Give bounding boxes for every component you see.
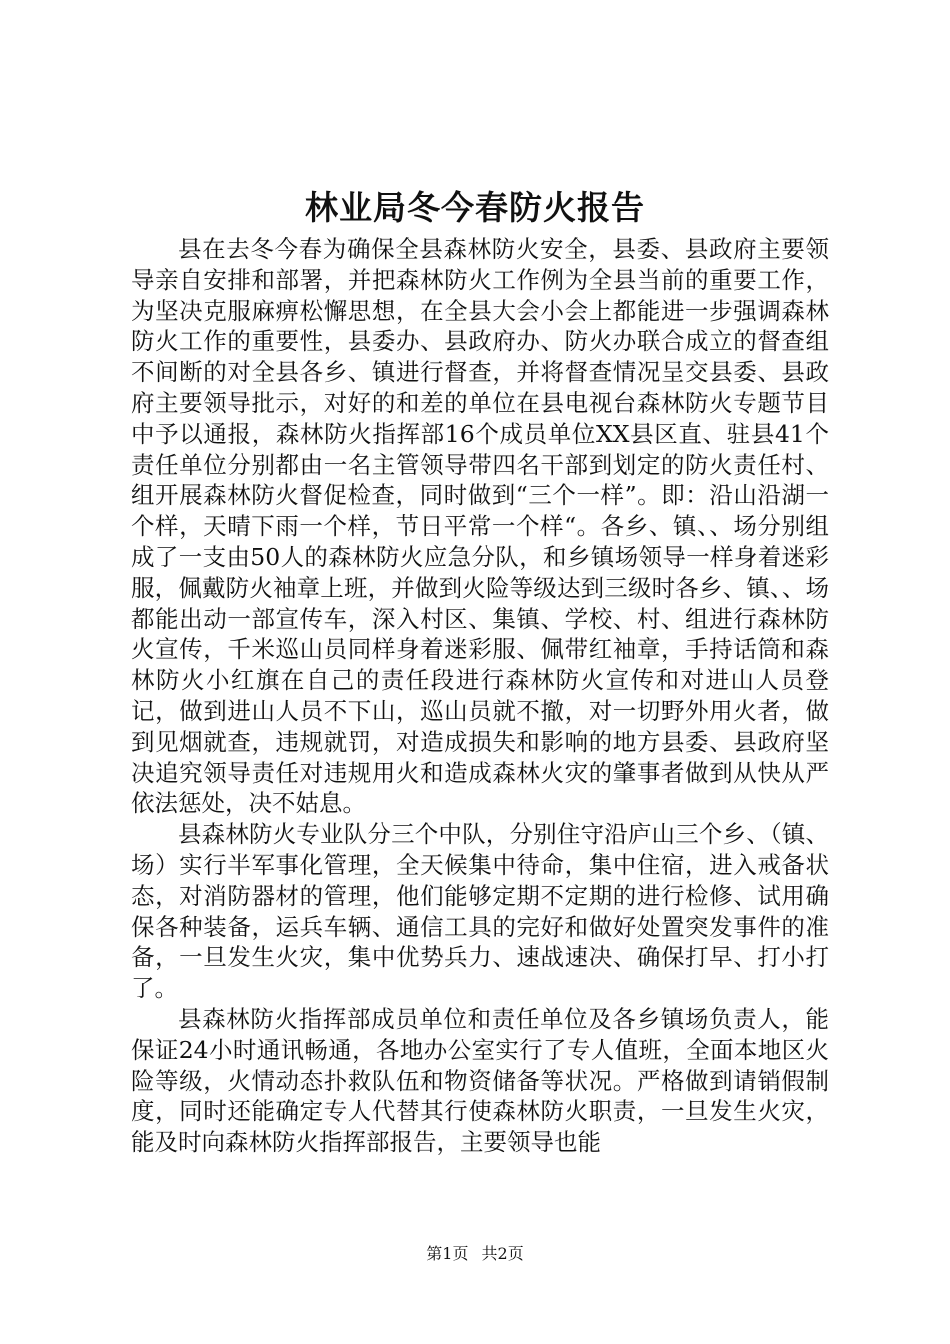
document-title: 林业局冬今春防火报告 <box>305 188 645 227</box>
page-number: 第1页 <box>426 1244 469 1263</box>
document-body <box>131 234 829 1158</box>
page-footer <box>0 1244 950 1264</box>
paragraph-2: 县森林防火专业队分三个中队，分别住守沿庐山三个乡、（镇、场）实行半军事化管理，全天候集中待命，集中住宿，进入戒备状态，对消防器材的管理，他们能够定期不定期的进行检修、试用确保各种装备，运兵车辆、通信工具的完好和做好处置突发事件的准备，一旦发生火灾，集中优势兵力、速战速决、确保打早、打小打了。 <box>131 820 829 1003</box>
page-total: 共2页 <box>481 1244 524 1263</box>
paragraph-3: 县森林防火指挥部成员单位和责任单位及各乡镇场负责人，能保证24小时通讯畅通，各地办公室实行了专人值班，全面本地区火险等级，火情动态扑救队伍和物资储备等状况。严格做到请销假制度，同时还能确定专人代替其行使森林防火职责，一旦发生火灾，能及时向森林防火指挥部报告，主要领导也能 <box>131 1004 829 1157</box>
paragraph-1: 县在去冬今春为确保全县森林防火安全，县委、县政府主要领导亲自安排和部署，并把森林防火工作例为全县当前的重要工作，为坚决克服麻痹松懈思想，在全县大会小会上都能进一步强调森林防火工作的重要性，县委办、县政府办、防火办联合成立的督查组不间断的对全县各乡、镇进行督查，并将督查情况呈交县委、县政府主要领导批示，对好的和差的单位在县电视台森林防火专题节目中予以通报，森林防火指挥部16个成员单位XX县区直、驻县41个责任单位分别都由一名主管领导带四名干部到划定的防火责任村、组开展森林防火督促检查，同时做到“三个一样”。即：沿山沿湖一个样，天晴下雨一个样，节日平常一个样“。各乡、镇、、场分别组成了一支由50人的森林防火应急分队，和乡镇场领导一样身着迷彩服，佩戴防火袖章上班，并做到火险等级达到三级时各乡、镇、、场都能出动一部宣传车，深入村区、集镇、学校、村、组进行森林防火宣传，千米巡山员同样身着迷彩服、佩带红袖章，手持话筒和森林防火小红旗在自己的责任段进行森林防火宣传和对进山人员登记，做到进山人员不下山，巡山员就不撤，对一切野外用火者，做到见烟就查，违规就罚，对造成损失和影响的地方县委、县政府坚决追究领导责任对违规用火和造成森林火灾的肇事者做到从快从严依法惩处，决不姑息。 <box>131 235 829 818</box>
